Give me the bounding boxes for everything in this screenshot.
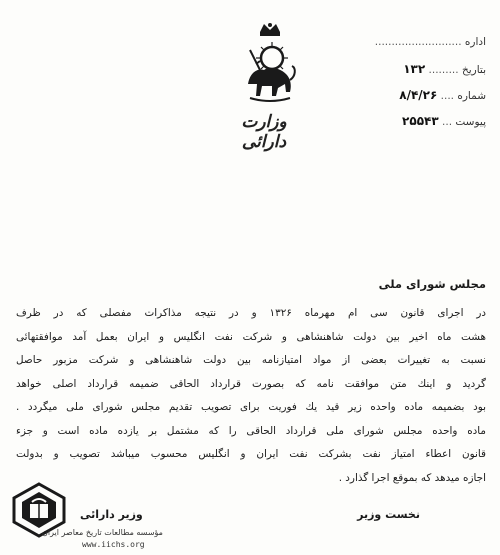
- date-year: ۱۳۲: [403, 62, 426, 76]
- date-field: بتاريخ ......... ۱۳۲: [403, 62, 486, 76]
- number-date: ۸/۴/۲۶: [399, 88, 438, 102]
- ministry-title: وزارت دارائى: [241, 112, 287, 152]
- archive-url: www.iichs.org: [82, 540, 145, 549]
- attachment-number: ۲۵۵۴۳: [402, 114, 439, 128]
- office-label: اداره: [464, 36, 486, 48]
- date-label: بتاريخ: [461, 64, 486, 76]
- body-line: در اجراى قانون سى ام مهرماه ۱۳۲۶ و در نتيجه مذاكرات مفصلى كه در ظرف: [16, 307, 486, 319]
- body-line: بود بضميمه ماده واحده زير قيد يك فوريت براى تصويب تقديم مجلس شوراى ملى ميگردد .: [16, 401, 486, 413]
- archive-org-name: مؤسسه مطالعات تاريخ معاصر ايران: [42, 528, 163, 537]
- number-field: شماره .... ۸/۴/۲۶: [399, 88, 486, 102]
- body-line: نسبت به تغييرات بعضى از مواد امتيازنامه بين دولت شاهنشاهى و شركت مزبور حاصل: [16, 354, 486, 366]
- salutation: مجلس شوراى ملى: [378, 277, 486, 291]
- prime-minister-signature: نخست وزير: [357, 508, 420, 521]
- body-line: قانون اعطاء امتياز نفت بشركت نفت ايران و انگليس محسوب ميباشد تصويب و بدولت: [16, 448, 486, 460]
- letter-body: [16, 302, 486, 490]
- body-line: ماده واحده مجلس شوراى ملى قرارداد الحاقى را كه مشتمل بر يازده ماده است و جزء: [16, 424, 486, 437]
- finance-minister-signature: وزير دارائى: [80, 508, 143, 521]
- office-field: اداره ..........................: [374, 36, 486, 48]
- body-line: گرديد و اينك متن موافقت نامه كه بصورت قرارداد الحاقى ضميمه قرارداد اصلى خواهد: [16, 377, 486, 390]
- body-line: اجازه ميدهد كه بموقع اجرا گذارد .: [338, 471, 486, 484]
- attachment-label: پيوست: [455, 116, 486, 128]
- attachment-field: پيوست ... ۲۵۵۴۳: [402, 114, 486, 128]
- lion-and-sun-emblem-icon: [242, 22, 298, 104]
- body-line: هشت ماه اخير بين دولت شاهنشاهى و شركت نفت انگليس و ايران بعمل آمد موافقتهائى: [16, 330, 486, 343]
- number-label: شماره: [457, 90, 486, 102]
